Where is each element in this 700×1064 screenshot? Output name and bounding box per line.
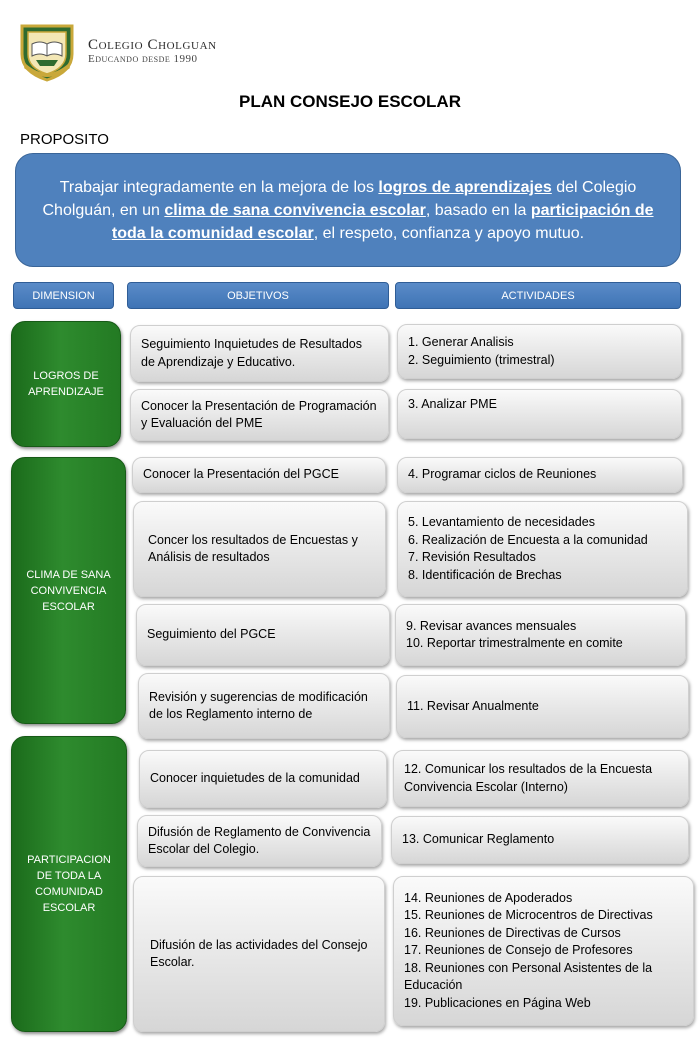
objective-cell	[136, 604, 390, 666]
activity-cell	[396, 675, 689, 738]
dimension-label: LOGROS DE APRENDIZAJE	[28, 370, 104, 398]
activity-item: 4. Programar ciclos de Reuniones	[408, 467, 597, 482]
purpose-text-2: del Colegio Cholguán, en un	[42, 179, 637, 219]
objective-cell	[133, 501, 386, 597]
purpose-statement	[15, 153, 681, 267]
activity-item: 13. Comunicar Reglamento	[402, 832, 555, 847]
activity-item: 16. Reuniones de Directivas de Cursos	[404, 925, 621, 940]
dimension-logros-aprendizaje	[11, 321, 121, 447]
school-tagline: Educando desde 1990	[88, 53, 198, 65]
dimension-label: PARTICIPACION DE TODA LA COMUNIDAD ESCOLAR	[27, 854, 111, 914]
activity-cell	[393, 876, 694, 1026]
objective-text: Conocer la Presentación de Programación y Evaluación del PME	[141, 398, 377, 430]
activity-cell	[397, 501, 688, 597]
activity-item: 15. Reuniones de Microcentros de Directivas	[404, 908, 653, 923]
dimension-participacion-comunidad	[11, 736, 127, 1032]
column-header-activities: ACTIVIDADES	[395, 282, 681, 309]
purpose-text-3: , basado en la	[425, 202, 531, 219]
objective-text: Conocer inquietudes de la comunidad	[150, 771, 360, 786]
activity-item: 6. Realización de Encuesta a la comunidad	[408, 532, 648, 547]
purpose-text-4: , el respeto, confianza y apoyo mutuo.	[313, 225, 585, 242]
purpose-emphasis-1: logros de aprendizajes	[378, 179, 552, 196]
activity-item: 8. Identificación de Brechas	[408, 567, 562, 582]
activity-item: 9. Revisar avances mensuales	[406, 618, 577, 633]
activity-cell	[391, 816, 689, 864]
objective-cell	[132, 457, 386, 493]
objective-text: Concer los resultados de Encuestas y Análisis de resultados	[148, 532, 358, 564]
objective-cell	[137, 815, 382, 867]
activity-cell	[395, 604, 686, 666]
objective-cell	[138, 673, 390, 739]
objective-text: Conocer la Presentación del PGCE	[143, 467, 339, 482]
activity-item: 2. Seguimiento (trimestral)	[408, 352, 555, 367]
objective-text: Seguimiento del PGCE	[147, 627, 276, 642]
activity-item: 11. Revisar Anualmente	[407, 698, 539, 713]
column-header-objectives: OBJETIVOS	[127, 282, 389, 309]
purpose-emphasis-3: participación de toda la comunidad escolar	[111, 202, 654, 242]
activity-item: 14. Reuniones de Apoderados	[404, 890, 573, 905]
activity-item: 19. Publicaciones en Página Web	[404, 995, 591, 1010]
school-crest-logo	[18, 20, 76, 82]
school-name: Colegio Cholguan	[88, 37, 217, 53]
objective-text: Seguimiento Inquietudes de Resultados de Aprendizaje y Educativo.	[141, 337, 362, 369]
activity-item: 18. Reuniones con Personal Asistentes de la Educación	[404, 960, 653, 993]
activity-item: 10. Reportar trimestralmente en comite	[406, 636, 623, 650]
purpose-emphasis-2: clima de sana convivencia escolar	[164, 202, 426, 219]
activity-item: 12. Comunicar los resultados de la Encuesta Convivencia Escolar (Interno)	[404, 762, 653, 794]
activity-item: 17. Reuniones de Consejo de Profesores	[404, 943, 633, 958]
activity-cell	[397, 457, 683, 493]
objective-cell	[139, 750, 387, 808]
objective-text: Difusión de las actividades del Consejo Escolar.	[150, 937, 368, 969]
objective-text: Difusión de Reglamento de Convivencia Escolar del Colegio.	[148, 824, 371, 856]
column-header-dimension: DIMENSION	[13, 282, 114, 309]
objective-cell	[130, 389, 389, 441]
activity-item: 1. Generar Analisis	[408, 335, 514, 349]
activity-item: 5. Levantamiento de necesidades	[408, 515, 595, 529]
activity-cell	[397, 324, 682, 379]
dimension-clima-convivencia	[11, 457, 126, 724]
objective-cell	[130, 325, 389, 382]
activity-item: 7. Revisión Resultados	[408, 550, 536, 564]
activity-cell	[393, 750, 689, 807]
activity-cell	[397, 389, 682, 439]
dimension-label: CLIMA DE SANA CONVIVENCIA ESCOLAR	[26, 568, 111, 613]
objective-text: Revisión y sugerencias de modificación de los Reglamento interno de	[149, 689, 368, 721]
objective-cell	[133, 876, 385, 1032]
purpose-label: PROPOSITO	[20, 131, 109, 148]
activity-item: 3. Analizar PME	[408, 397, 497, 411]
page-title: PLAN CONSEJO ESCOLAR	[239, 92, 461, 111]
purpose-text-1: Trabajar integradamente en la mejora de los	[59, 179, 379, 196]
